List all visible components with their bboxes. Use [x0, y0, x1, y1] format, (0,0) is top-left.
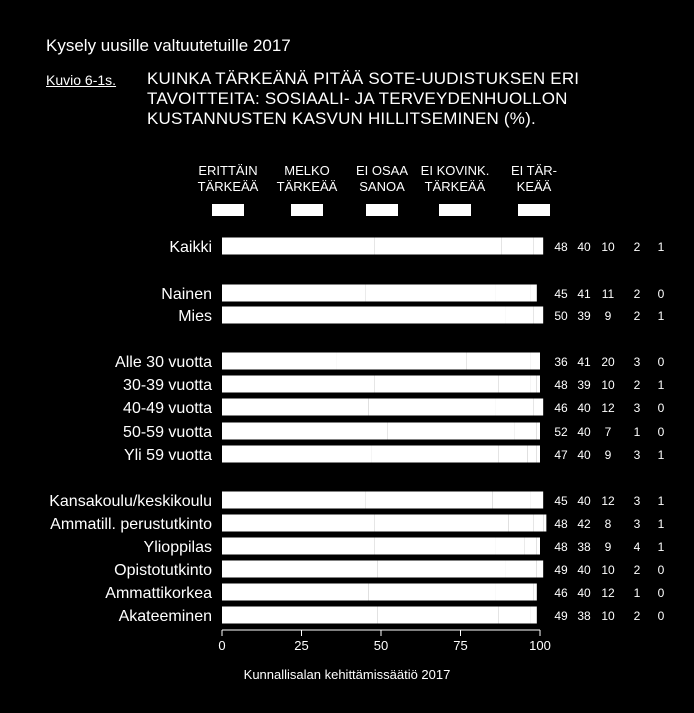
value-label-yli-59-vuotta-s1: 47	[554, 448, 568, 462]
bar-yli-59-vuotta-s2	[371, 446, 498, 463]
value-label-nainen-s3: 11	[601, 287, 615, 301]
bar-kaikki-s5	[540, 238, 543, 255]
bar-30-39-vuotta-s2	[375, 376, 499, 393]
bar-mies-s2	[381, 307, 505, 324]
value-label-50-59-vuotta-s2: 40	[577, 425, 591, 439]
value-label-akateeminen-s1: 49	[554, 609, 568, 623]
bar-akateeminen-s4	[530, 607, 536, 624]
value-label-kansakoulu-keskikoulu-s4: 3	[633, 494, 641, 508]
value-label-ylioppilas-s4: 4	[633, 540, 641, 554]
x-tick-label-0: 0	[218, 638, 226, 653]
bar-ylioppilas-s5	[537, 538, 540, 555]
bar-ammatill-perustutkinto-s2	[375, 515, 509, 532]
bar-akateeminen-s1	[222, 607, 378, 624]
source-note: Kunnallisalan kehittämissäätiö 2017	[243, 667, 451, 682]
value-label-50-59-vuotta-s5: 0	[657, 425, 665, 439]
bar-ammatill-perustutkinto-s3	[508, 515, 533, 532]
value-label-40-49-vuotta-s4: 3	[633, 401, 641, 415]
bar-ammattikorkea-s1	[222, 584, 368, 601]
bar-opistotutkinto-s2	[378, 561, 505, 578]
value-label-30-39-vuotta-s3: 10	[601, 378, 615, 392]
bar-40-49-vuotta-s4	[534, 399, 544, 416]
category-label-ylioppilas: Ylioppilas	[143, 539, 212, 556]
x-tick-label-75: 75	[453, 638, 468, 653]
bar-yli-59-vuotta-s1	[222, 446, 371, 463]
figure-label: Kuvio 6-1s.	[46, 72, 117, 88]
value-label-kaikki-s5: 1	[657, 240, 665, 254]
value-label-kansakoulu-keskikoulu-s1: 45	[554, 494, 568, 508]
value-label-alle-30-vuotta-s3: 20	[601, 355, 615, 369]
figure-title: KUINKA TÄRKEÄNÄ PITÄÄ SOTE-UUDISTUKSEN ERI TAVOITTEITA: SOSIAALI- JA TERVEYDENHUOLLON KUSTANNUSTEN KASVUN HILLITSEMINEN (%).	[147, 69, 580, 128]
category-label-50-59-vuotta: 50-59 vuotta	[123, 424, 212, 441]
value-label-30-39-vuotta-s2: 39	[577, 378, 591, 392]
value-label-50-59-vuotta-s3: 7	[604, 425, 612, 439]
bar-mies-s1	[222, 307, 381, 324]
value-label-ammattikorkea-s1: 46	[554, 586, 568, 600]
value-label-kansakoulu-keskikoulu-s2: 40	[577, 494, 591, 508]
bar-50-59-vuotta-s3	[515, 423, 537, 440]
value-label-ammattikorkea-s5: 0	[657, 586, 665, 600]
value-label-mies-s1: 50	[554, 309, 568, 323]
value-label-ammatill-perustutkinto-s1: 48	[554, 517, 568, 531]
value-label-akateeminen-s5: 0	[657, 609, 665, 623]
bar-nainen-s2	[365, 285, 495, 302]
bar-ammatill-perustutkinto-s4	[534, 515, 544, 532]
bar-kaikki-s3	[502, 238, 534, 255]
value-label-30-39-vuotta-s4: 2	[633, 378, 641, 392]
value-label-ylioppilas-s2: 38	[577, 540, 591, 554]
value-label-akateeminen-s3: 10	[601, 609, 615, 623]
value-label-30-39-vuotta-s5: 1	[657, 378, 665, 392]
bar-akateeminen-s3	[499, 607, 531, 624]
bar-yli-59-vuotta-s4	[527, 446, 537, 463]
value-label-nainen-s1: 45	[554, 287, 568, 301]
category-label-akateeminen: Akateeminen	[118, 608, 212, 625]
bar-50-59-vuotta-s4	[537, 423, 540, 440]
survey-title: Kysely uusille valtuutetuille 2017	[46, 36, 291, 55]
value-label-kaikki-s4: 2	[633, 240, 641, 254]
bar-ammattikorkea-s4	[534, 584, 537, 601]
value-label-ammatill-perustutkinto-s2: 42	[577, 517, 591, 531]
value-label-alle-30-vuotta-s5: 0	[657, 355, 665, 369]
bar-kaikki-s4	[534, 238, 540, 255]
value-label-ammattikorkea-s3: 12	[601, 586, 615, 600]
bar-yli-59-vuotta-s5	[537, 446, 540, 463]
value-label-ylioppilas-s1: 48	[554, 540, 568, 554]
value-label-yli-59-vuotta-s5: 1	[657, 448, 665, 462]
category-label-alle-30-vuotta: Alle 30 vuotta	[115, 354, 212, 371]
bar-ylioppilas-s4	[524, 538, 537, 555]
bar-ammattikorkea-s2	[368, 584, 495, 601]
bar-akateeminen-s2	[378, 607, 499, 624]
value-label-alle-30-vuotta-s4: 3	[633, 355, 641, 369]
value-label-mies-s4: 2	[633, 309, 641, 323]
value-label-mies-s2: 39	[577, 309, 591, 323]
category-label-nainen: Nainen	[161, 286, 212, 303]
bar-ammatill-perustutkinto-s1	[222, 515, 375, 532]
bar-kaikki-s1	[222, 238, 375, 255]
bar-opistotutkinto-s3	[505, 561, 537, 578]
bar-opistotutkinto-s1	[222, 561, 378, 578]
category-label-mies: Mies	[178, 308, 212, 325]
x-tick-label-50: 50	[373, 638, 389, 653]
bar-30-39-vuotta-s3	[499, 376, 531, 393]
value-label-nainen-s4: 2	[633, 287, 641, 301]
value-label-50-59-vuotta-s1: 52	[554, 425, 568, 439]
value-label-ylioppilas-s3: 9	[604, 540, 612, 554]
value-label-kansakoulu-keskikoulu-s3: 12	[601, 494, 615, 508]
value-label-mies-s5: 1	[657, 309, 665, 323]
value-label-nainen-s5: 0	[657, 287, 665, 301]
category-label-30-39-vuotta: 30-39 vuotta	[123, 377, 212, 394]
value-label-alle-30-vuotta-s2: 41	[577, 355, 591, 369]
bar-30-39-vuotta-s1	[222, 376, 375, 393]
category-label-kaikki: Kaikki	[169, 239, 212, 256]
value-label-40-49-vuotta-s3: 12	[601, 401, 615, 415]
value-label-opistotutkinto-s4: 2	[633, 563, 641, 577]
legend-label-not-very-important: EI KOVINK. TÄRKEÄÄ	[420, 163, 490, 194]
value-label-40-49-vuotta-s2: 40	[577, 401, 591, 415]
bar-kansakoulu-keskikoulu-s3	[492, 492, 530, 509]
bar-30-39-vuotta-s5	[537, 376, 540, 393]
bar-alle-30-vuotta-s2	[336, 353, 466, 370]
value-label-30-39-vuotta-s1: 48	[554, 378, 568, 392]
value-label-ammattikorkea-s4: 1	[633, 586, 641, 600]
bar-ylioppilas-s1	[222, 538, 375, 555]
bar-kansakoulu-keskikoulu-s1	[222, 492, 365, 509]
value-label-40-49-vuotta-s5: 0	[657, 401, 665, 415]
category-label-ammatill-perustutkinto: Ammatill. perustutkinto	[50, 516, 212, 533]
bar-ammatill-perustutkinto-s5	[543, 515, 546, 532]
bar-alle-30-vuotta-s4	[530, 353, 540, 370]
bar-40-49-vuotta-s3	[495, 399, 533, 416]
bar-50-59-vuotta-s1	[222, 423, 387, 440]
bar-nainen-s3	[495, 285, 530, 302]
bar-ammattikorkea-s3	[495, 584, 533, 601]
legend-label-not-important: EI TÄR-KEÄÄ	[511, 163, 557, 194]
value-label-50-59-vuotta-s4: 1	[633, 425, 641, 439]
bar-ylioppilas-s2	[375, 538, 496, 555]
bar-alle-30-vuotta-s1	[222, 353, 336, 370]
category-label-opistotutkinto: Opistotutkinto	[114, 562, 212, 579]
bar-30-39-vuotta-s4	[530, 376, 536, 393]
value-label-yli-59-vuotta-s2: 40	[577, 448, 591, 462]
bar-50-59-vuotta-s2	[387, 423, 514, 440]
value-label-ammatill-perustutkinto-s5: 1	[657, 517, 665, 531]
value-label-kaikki-s3: 10	[601, 240, 615, 254]
category-label-yli-59-vuotta: Yli 59 vuotta	[123, 447, 212, 464]
legend-label-very-important: ERITTÄIN TÄRKEÄÄ	[197, 163, 259, 194]
bar-ylioppilas-s3	[495, 538, 524, 555]
bar-yli-59-vuotta-s3	[499, 446, 528, 463]
value-label-yli-59-vuotta-s3: 9	[604, 448, 612, 462]
bar-40-49-vuotta-s1	[222, 399, 368, 416]
value-label-ammatill-perustutkinto-s4: 3	[633, 517, 641, 531]
category-label-kansakoulu-keskikoulu: Kansakoulu/keskikoulu	[49, 493, 212, 510]
bar-40-49-vuotta-s2	[368, 399, 495, 416]
category-label-40-49-vuotta: 40-49 vuotta	[123, 400, 212, 417]
value-label-nainen-s2: 41	[577, 287, 591, 301]
value-label-kaikki-s2: 40	[577, 240, 591, 254]
value-label-akateeminen-s4: 2	[633, 609, 641, 623]
bar-nainen-s4	[530, 285, 536, 302]
value-label-ammattikorkea-s2: 40	[577, 586, 591, 600]
value-label-opistotutkinto-s2: 40	[577, 563, 591, 577]
value-label-akateeminen-s2: 38	[577, 609, 591, 623]
value-label-ylioppilas-s5: 1	[657, 540, 665, 554]
value-label-opistotutkinto-s5: 0	[657, 563, 665, 577]
legend-label-fairly-important: MELKO TÄRKEÄÄ	[276, 163, 338, 194]
x-tick-label-25: 25	[294, 638, 309, 653]
value-label-40-49-vuotta-s1: 46	[554, 401, 568, 415]
bar-opistotutkinto-s4	[537, 561, 543, 578]
bar-mies-s3	[505, 307, 534, 324]
bar-kaikki-s2	[375, 238, 502, 255]
bar-mies-s5	[540, 307, 543, 324]
value-label-kaikki-s1: 48	[554, 240, 568, 254]
bar-alle-30-vuotta-s3	[467, 353, 531, 370]
category-label-ammattikorkea: Ammattikorkea	[105, 585, 212, 602]
bar-mies-s4	[534, 307, 540, 324]
value-label-ammatill-perustutkinto-s3: 8	[604, 517, 612, 531]
bar-kansakoulu-keskikoulu-s4	[530, 492, 540, 509]
legend-label-cannot-say: EI OSAA SANOA	[355, 163, 409, 194]
bar-kansakoulu-keskikoulu-s2	[365, 492, 492, 509]
bar-nainen-s1	[222, 285, 365, 302]
value-label-kansakoulu-keskikoulu-s5: 1	[657, 494, 665, 508]
value-label-mies-s3: 9	[604, 309, 612, 323]
x-tick-label-100: 100	[529, 638, 551, 653]
value-label-opistotutkinto-s1: 49	[554, 563, 568, 577]
bar-kansakoulu-keskikoulu-s5	[540, 492, 543, 509]
value-label-opistotutkinto-s3: 10	[601, 563, 615, 577]
value-label-yli-59-vuotta-s4: 3	[633, 448, 641, 462]
value-label-alle-30-vuotta-s1: 36	[554, 355, 568, 369]
